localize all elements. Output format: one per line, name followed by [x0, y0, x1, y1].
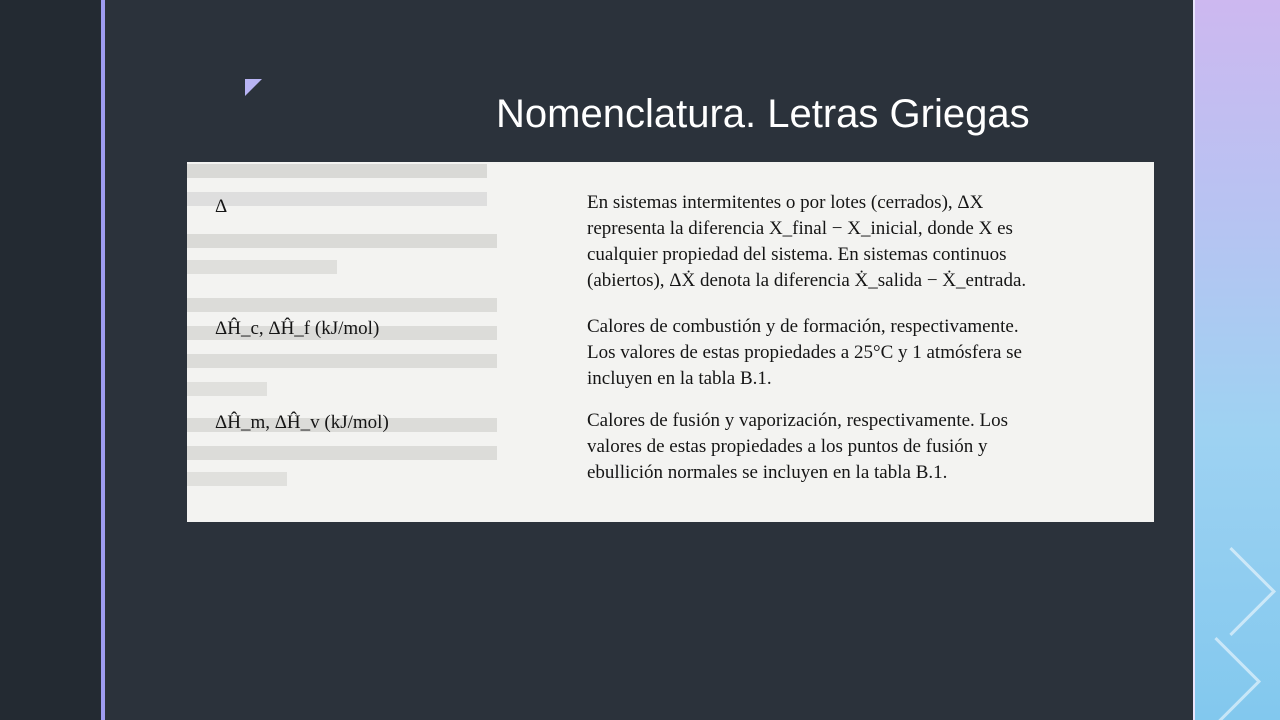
left-accent-rule: [101, 0, 105, 720]
definition-line: cualquier propiedad del sistema. En sistemas continuos: [587, 244, 1007, 265]
definition-line: representa la diferencia X_final − X_inicial, donde X es: [587, 218, 1013, 239]
definition-line: En sistemas intermitentes o por lotes (cerrados), ΔX: [587, 192, 984, 213]
definition-line: Calores de combustión y de formación, respectivamente.: [587, 316, 1019, 337]
definition-line: (abiertos), ΔẊ denota la diferencia Ẋ_salida − Ẋ_entrada.: [587, 270, 1027, 291]
definition-heat-fusion-vaporization: [587, 408, 1132, 486]
definition-delta: [587, 190, 1132, 294]
definition-line: incluyen en la tabla B.1.: [587, 368, 772, 389]
definition-line: Los valores de estas propiedades a 25°C y 1 atmósfera se: [587, 342, 1022, 363]
right-decorative-strip: [1195, 0, 1280, 720]
symbol-delta: Δ: [215, 196, 228, 217]
chevron-right-icon: [1195, 547, 1276, 636]
symbol-heat-fusion-vaporization: ΔĤ_m, ΔĤ_v (kJ/mol): [215, 412, 389, 433]
nomenclature-table-image: [187, 162, 1154, 522]
definition-line: valores de estas propiedades a los puntos de fusión y: [587, 436, 988, 457]
chevron-right-icon: [1195, 637, 1261, 720]
symbol-heat-combustion-formation: ΔĤ_c, ΔĤ_f (kJ/mol): [215, 318, 380, 339]
corner-triangle-icon: [245, 79, 262, 96]
left-panel: [0, 0, 101, 720]
definition-line: Calores de fusión y vaporización, respectivamente. Los: [587, 410, 1009, 431]
slide-title: Nomenclatura. Letras Griegas: [496, 92, 1030, 136]
definition-heat-combustion-formation: [587, 314, 1132, 392]
definition-line: ebullición normales se incluyen en la tabla B.1.: [587, 462, 948, 483]
